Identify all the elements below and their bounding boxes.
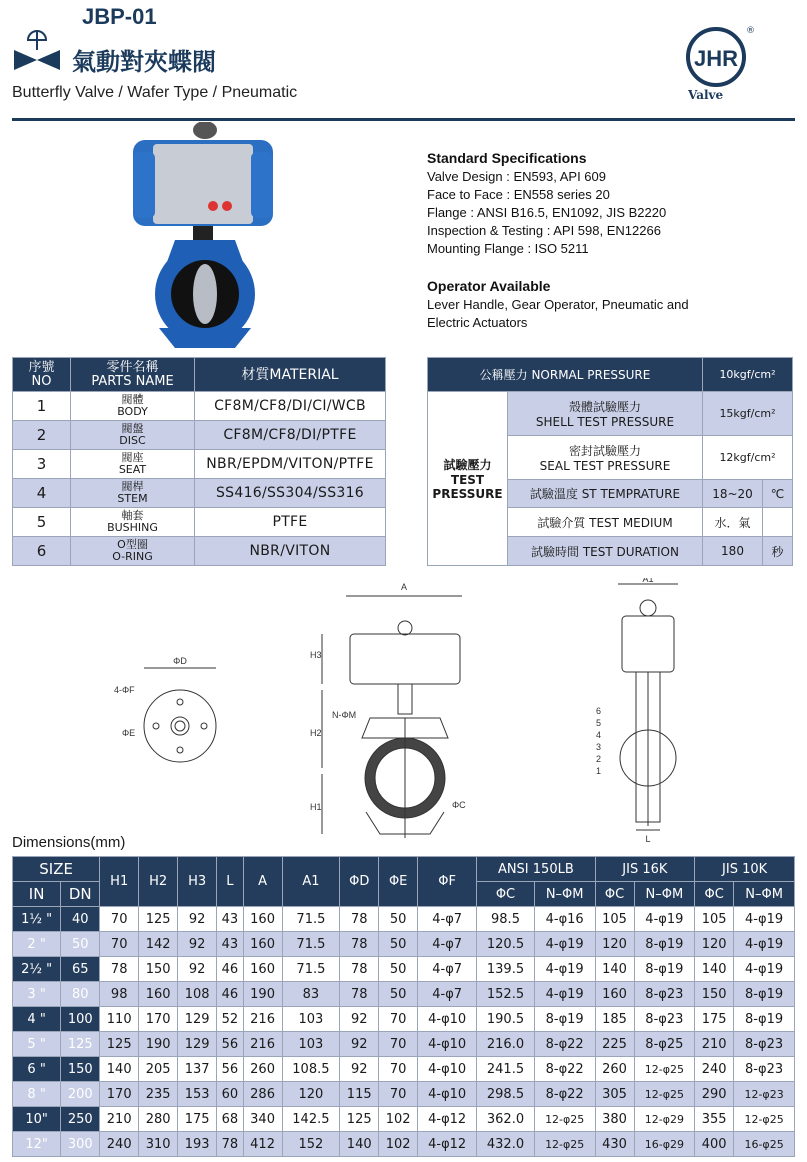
table-cell: 50 [379, 907, 418, 932]
size-dn-cell: 50 [61, 932, 100, 957]
table-cell: 216 [243, 1032, 282, 1057]
table-row [13, 1107, 795, 1132]
table-row [13, 907, 795, 932]
table-cell: 4-φ10 [418, 1082, 477, 1107]
table-cell: 240 [695, 1057, 734, 1082]
size-inch-cell: 1½ " [13, 907, 61, 932]
table-cell: 12-φ25 [634, 1082, 695, 1107]
table-cell: 8-φ25 [634, 1032, 695, 1057]
table-row [13, 1082, 795, 1107]
operator-heading: Operator Available [427, 278, 551, 294]
table-cell: 432.0 [477, 1132, 535, 1157]
table-cell: 8-φ23 [734, 1057, 795, 1082]
specs-heading: Standard Specifications [427, 150, 587, 166]
table-cell: 16-φ25 [734, 1132, 795, 1157]
table-cell: 175 [178, 1107, 217, 1132]
table-cell: 4-φ16 [534, 907, 595, 932]
table-cell: 4-φ19 [534, 932, 595, 957]
table-cell: 170 [100, 1082, 139, 1107]
table-cell: 4-φ10 [418, 1032, 477, 1057]
table-cell: 4-φ7 [418, 932, 477, 957]
table-cell: 102 [379, 1132, 418, 1157]
technical-drawing [100, 578, 800, 852]
table-cell: 290 [695, 1082, 734, 1107]
table-cell: 78 [100, 957, 139, 982]
table-cell: 125 [139, 907, 178, 932]
table-cell: 8-φ22 [534, 1032, 595, 1057]
table-row [13, 932, 795, 957]
callout-4: 4 [596, 730, 602, 740]
table-cell: 68 [217, 1107, 243, 1132]
table-cell: 52 [217, 1007, 243, 1032]
table-cell: 4-φ19 [634, 907, 695, 932]
table-cell: 142 [139, 932, 178, 957]
table-cell: 260 [595, 1057, 634, 1082]
table-row: 公稱壓力 NORMAL PRESSURE 10kgf/cm² [428, 358, 793, 392]
table-cell: 160 [243, 957, 282, 982]
table-row [13, 1032, 795, 1057]
table-cell: 70 [379, 1057, 418, 1082]
parts-header-name: 零件名稱 PARTS NAME [71, 358, 195, 392]
table-cell: 4-φ7 [418, 907, 477, 932]
operator-line: Electric Actuators [427, 315, 528, 330]
table-cell: 70 [100, 932, 139, 957]
table-cell: 260 [243, 1057, 282, 1082]
size-inch-cell: 2 " [13, 932, 61, 957]
table-cell: 102 [379, 1107, 418, 1132]
dimensions-table: SIZE H1 H2 H3 L A A1 ΦD ΦE ΦF ANSI 150LB JIS 16K JIS 10K IN DN ΦC N–ΦM ΦC N–ΦM ΦC N–ΦM 1½ " 40 70 125 92 43 160 71.5 78 50 4-φ7 98.5 4-φ16 105 4-φ19 105 4-φ19 2 " 50 70 142 92 43 160 71.5 78 50 4-φ7 120.5 4-φ19 120 8-φ19 120 4-φ19 2½ " 65 78 150 92 46 160 71.5 78 50 4-φ7 139.5 4-φ19 140 8-φ19 140 4-φ19 3 " 80 98 160 108 46 190 83 78 50 4-φ7 152.5 4-φ19 160 8-φ23 150 8-φ19 4 " 100 110 170 129 52 216 103 92 70 4-φ10 190.5 8-φ19 185 8-φ23 175 8-φ19 5 " 125 125 190 129 56 216 103 92 70 4-φ10 216.0 8-φ22 225 8-φ25 210 8-φ23 6 " 150 140 205 137 56 260 108.5 92 70 4-φ10 241.5 8-φ22 260 12-φ25 240 8-φ23 8 " 200 170 235 153 60 286 120 115 70 4-φ10 298.5 8-φ22 305 12-φ25 290 12-φ23 10" 250 210 280 175 68 340 142.5 125 102 4-φ12 362.0 12-φ25 380 12-φ29 355 12-φ25 12" 300 240 310 193 78 412 152 140 102 4-φ12 432.0 12-φ25 430 16-φ29 400 16-φ25 [12, 856, 795, 1157]
size-dn-cell: 300 [61, 1132, 100, 1157]
table-cell: 4-φ19 [734, 957, 795, 982]
side-view [618, 584, 678, 830]
table-cell: 298.5 [477, 1082, 535, 1107]
table-cell: 4-φ19 [734, 932, 795, 957]
table-cell: 152 [282, 1132, 340, 1157]
table-cell: 105 [695, 907, 734, 932]
table-cell: 98 [100, 982, 139, 1007]
table-cell: 160 [595, 982, 634, 1007]
table-cell: 216.0 [477, 1032, 535, 1057]
table-cell: 12-φ25 [734, 1107, 795, 1132]
label-f: 4-ΦF [114, 685, 135, 695]
model-code: JBP-01 [82, 4, 157, 29]
size-dn-cell: 40 [61, 907, 100, 932]
table-cell: 210 [100, 1107, 139, 1132]
table-cell: 78 [340, 957, 379, 982]
size-header: SIZE [13, 857, 100, 882]
table-cell: 43 [217, 907, 243, 932]
label-nm: N-ΦM [332, 710, 357, 720]
label-h1: H1 [310, 802, 322, 812]
size-dn-cell: 125 [61, 1032, 100, 1057]
registered-mark: ® [746, 26, 755, 36]
table-cell: 50 [379, 982, 418, 1007]
table-cell: 4-φ19 [534, 982, 595, 1007]
table-row: 試驗溫度 ST TEMPRATURE 18~20 ℃ [428, 480, 793, 508]
label-e: ΦE [122, 728, 136, 738]
spec-line: Valve Design : EN593, API 609 [427, 169, 606, 184]
operator-list [427, 296, 689, 332]
table-cell: 56 [217, 1057, 243, 1082]
table-cell: 78 [340, 932, 379, 957]
table-cell: 412 [243, 1132, 282, 1157]
size-inch-cell: 3 " [13, 982, 61, 1007]
table-cell: 193 [178, 1132, 217, 1157]
table-cell: 140 [100, 1057, 139, 1082]
table-cell: 92 [340, 1007, 379, 1032]
table-cell: 12-φ25 [534, 1132, 595, 1157]
table-cell: 160 [139, 982, 178, 1007]
table-cell: 355 [695, 1107, 734, 1132]
table-cell: 46 [217, 982, 243, 1007]
table-cell: 4-φ12 [418, 1107, 477, 1132]
table-row: 5 軸套 BUSHING PTFE [13, 508, 386, 537]
flange-view [144, 668, 216, 762]
table-cell: 120 [595, 932, 634, 957]
table-cell: 140 [595, 957, 634, 982]
table-cell: 4-φ7 [418, 957, 477, 982]
table-cell: 50 [379, 932, 418, 957]
table-cell: 71.5 [282, 932, 340, 957]
table-row: 試驗介質 TEST MEDIUM 水．氣 [428, 508, 793, 537]
size-inch-cell: 10" [13, 1107, 61, 1132]
table-cell: 8-φ23 [634, 982, 695, 1007]
table-cell: 129 [178, 1007, 217, 1032]
table-cell: 210 [695, 1032, 734, 1057]
table-cell: 125 [340, 1107, 379, 1132]
size-dn-cell: 200 [61, 1082, 100, 1107]
pressure-table [427, 357, 793, 566]
table-cell: 152.5 [477, 982, 535, 1007]
table-cell: 108.5 [282, 1057, 340, 1082]
table-cell: 8-φ19 [534, 1007, 595, 1032]
table-cell: 175 [695, 1007, 734, 1032]
size-dn-cell: 65 [61, 957, 100, 982]
table-cell: 362.0 [477, 1107, 535, 1132]
table-cell: 8-φ19 [634, 957, 695, 982]
table-cell: 16-φ29 [634, 1132, 695, 1157]
table-cell: 46 [217, 957, 243, 982]
table-cell: 286 [243, 1082, 282, 1107]
table-cell: 216 [243, 1007, 282, 1032]
page-title: 氣動對夾蝶閥 [72, 48, 216, 76]
table-cell: 160 [243, 932, 282, 957]
table-cell: 43 [217, 932, 243, 957]
table-cell: 4-φ19 [534, 957, 595, 982]
table-cell: 56 [217, 1032, 243, 1057]
table-cell: 12-φ23 [734, 1082, 795, 1107]
table-cell: 92 [178, 957, 217, 982]
table-cell: 12-φ29 [634, 1107, 695, 1132]
table-cell: 78 [217, 1132, 243, 1157]
size-dn-cell: 100 [61, 1007, 100, 1032]
parts-header-no: 序號 NO [13, 358, 71, 392]
size-dn-cell: 250 [61, 1107, 100, 1132]
table-cell: 235 [139, 1082, 178, 1107]
table-cell: 98.5 [477, 907, 535, 932]
valve-symbol-icon [12, 28, 62, 76]
table-cell: 120 [282, 1082, 340, 1107]
table-cell: 120.5 [477, 932, 535, 957]
size-inch-cell: 8 " [13, 1082, 61, 1107]
table-cell: 50 [379, 957, 418, 982]
callout-2: 2 [596, 754, 602, 764]
label-a: A [400, 582, 408, 592]
table-cell: 240 [100, 1132, 139, 1157]
table-cell: 120 [695, 932, 734, 957]
table-cell: 142.5 [282, 1107, 340, 1132]
table-cell: 92 [178, 907, 217, 932]
callout-numbers [596, 706, 601, 776]
dimensions-caption: Dimensions(mm) [12, 834, 126, 851]
label-h2: H2 [310, 728, 322, 738]
table-row [13, 1007, 795, 1032]
page-subtitle: Butterfly Valve / Wafer Type / Pneumatic [12, 84, 298, 101]
spec-line: Flange : ANSI B16.5, EN1092, JIS B2220 [427, 205, 667, 220]
table-cell: 83 [282, 982, 340, 1007]
table-cell: 105 [595, 907, 634, 932]
table-cell: 400 [695, 1132, 734, 1157]
table-cell: 70 [379, 1007, 418, 1032]
table-cell: 92 [340, 1057, 379, 1082]
table-cell: 305 [595, 1082, 634, 1107]
table-cell: 110 [100, 1007, 139, 1032]
table-row: 4 閥桿 STEM SS416/SS304/SS316 [13, 479, 386, 508]
spec-line: Mounting Flange : ISO 5211 [427, 241, 589, 256]
spec-line: Face to Face : EN558 series 20 [427, 187, 610, 202]
product-image [125, 122, 285, 358]
size-dn-cell: 150 [61, 1057, 100, 1082]
header-divider [12, 118, 795, 121]
table-cell: 92 [340, 1032, 379, 1057]
table-row [13, 1057, 795, 1082]
callout-1: 1 [596, 766, 602, 776]
table-cell: 8-φ19 [734, 1007, 795, 1032]
size-inch-cell: 6 " [13, 1057, 61, 1082]
parts-header-material: 材質MATERIAL [195, 358, 386, 392]
table-cell: 8-φ23 [634, 1007, 695, 1032]
table-cell: 205 [139, 1057, 178, 1082]
size-inch-cell: 4 " [13, 1007, 61, 1032]
table-cell: 140 [695, 957, 734, 982]
table-cell: 170 [139, 1007, 178, 1032]
table-cell: 71.5 [282, 957, 340, 982]
table-row [13, 957, 795, 982]
size-inch-cell: 5 " [13, 1032, 61, 1057]
table-row: 密封試驗壓力 SEAL TEST PRESSURE 12kgf/cm² [428, 436, 793, 480]
table-cell: 190.5 [477, 1007, 535, 1032]
table-cell: 78 [340, 907, 379, 932]
table-row: 2 閥盤 DISC CF8M/CF8/DI/PTFE [13, 421, 386, 450]
table-cell: 280 [139, 1107, 178, 1132]
table-cell: 12-φ25 [634, 1057, 695, 1082]
table-cell: 430 [595, 1132, 634, 1157]
table-row: 試驗壓力 TEST PRESSURE 殼體試驗壓力 SHELL TEST PRESSURE 15kgf/cm² [428, 392, 793, 436]
spec-line: Inspection & Testing : API 598, EN12266 [427, 223, 661, 238]
logo-caption: Valve [688, 88, 724, 102]
size-inch-cell: 2½ " [13, 957, 61, 982]
table-cell: 92 [178, 932, 217, 957]
table-row [13, 1132, 795, 1157]
table-cell: 380 [595, 1107, 634, 1132]
table-cell: 12-φ25 [534, 1107, 595, 1132]
dimensions-body [13, 907, 795, 1157]
table-cell: 4-φ10 [418, 1007, 477, 1032]
table-cell: 8-φ19 [734, 982, 795, 1007]
table-cell: 310 [139, 1132, 178, 1157]
specs-list [427, 168, 666, 258]
table-cell: 150 [139, 957, 178, 982]
table-row: 試驗時間 TEST DURATION 180 秒 [428, 537, 793, 566]
table-cell: 185 [595, 1007, 634, 1032]
table-cell: 340 [243, 1107, 282, 1132]
table-cell: 137 [178, 1057, 217, 1082]
table-cell: 241.5 [477, 1057, 535, 1082]
size-inch-cell: 12" [13, 1132, 61, 1157]
callout-5: 5 [596, 718, 602, 728]
table-cell: 70 [379, 1082, 418, 1107]
table-cell: 70 [379, 1032, 418, 1057]
label-l: L [645, 834, 651, 844]
table-cell: 4-φ12 [418, 1132, 477, 1157]
parts-table [12, 357, 386, 566]
callout-3: 3 [596, 742, 602, 752]
table-cell: 129 [178, 1032, 217, 1057]
logo-mark: JHR [693, 46, 739, 71]
table-cell: 4-φ19 [734, 907, 795, 932]
table-cell: 8-φ19 [634, 932, 695, 957]
table-row: 1 閥體 BODY CF8M/CF8/DI/CI/WCB [13, 392, 386, 421]
table-cell: 190 [139, 1032, 178, 1057]
label-c: ΦC [452, 800, 466, 810]
table-cell: 4-φ7 [418, 982, 477, 1007]
table-cell: 103 [282, 1007, 340, 1032]
table-cell: 8-φ22 [534, 1057, 595, 1082]
table-cell: 108 [178, 982, 217, 1007]
table-cell: 8-φ23 [734, 1032, 795, 1057]
table-cell: 70 [100, 907, 139, 932]
table-cell: 139.5 [477, 957, 535, 982]
table-row: 3 閥座 SEAT NBR/EPDM/VITON/PTFE [13, 450, 386, 479]
table-cell: 78 [340, 982, 379, 1007]
table-cell: 160 [243, 907, 282, 932]
table-cell: 8-φ22 [534, 1082, 595, 1107]
table-row [13, 982, 795, 1007]
label-d: ΦD [173, 656, 187, 666]
size-dn-cell: 80 [61, 982, 100, 1007]
table-cell: 60 [217, 1082, 243, 1107]
table-cell: 140 [340, 1132, 379, 1157]
table-cell: 71.5 [282, 907, 340, 932]
label-a1: A1 [642, 578, 654, 584]
label-h3: H3 [310, 650, 322, 660]
table-cell: 150 [695, 982, 734, 1007]
table-cell: 190 [243, 982, 282, 1007]
table-cell: 125 [100, 1032, 139, 1057]
table-cell: 225 [595, 1032, 634, 1057]
operator-line: Lever Handle, Gear Operator, Pneumatic and [427, 297, 689, 312]
callout-6: 6 [596, 706, 602, 716]
table-cell: 153 [178, 1082, 217, 1107]
table-cell: 4-φ10 [418, 1057, 477, 1082]
table-cell: 115 [340, 1082, 379, 1107]
table-cell: 103 [282, 1032, 340, 1057]
table-row: 6 O型圈 O-RING NBR/VITON [13, 537, 386, 566]
